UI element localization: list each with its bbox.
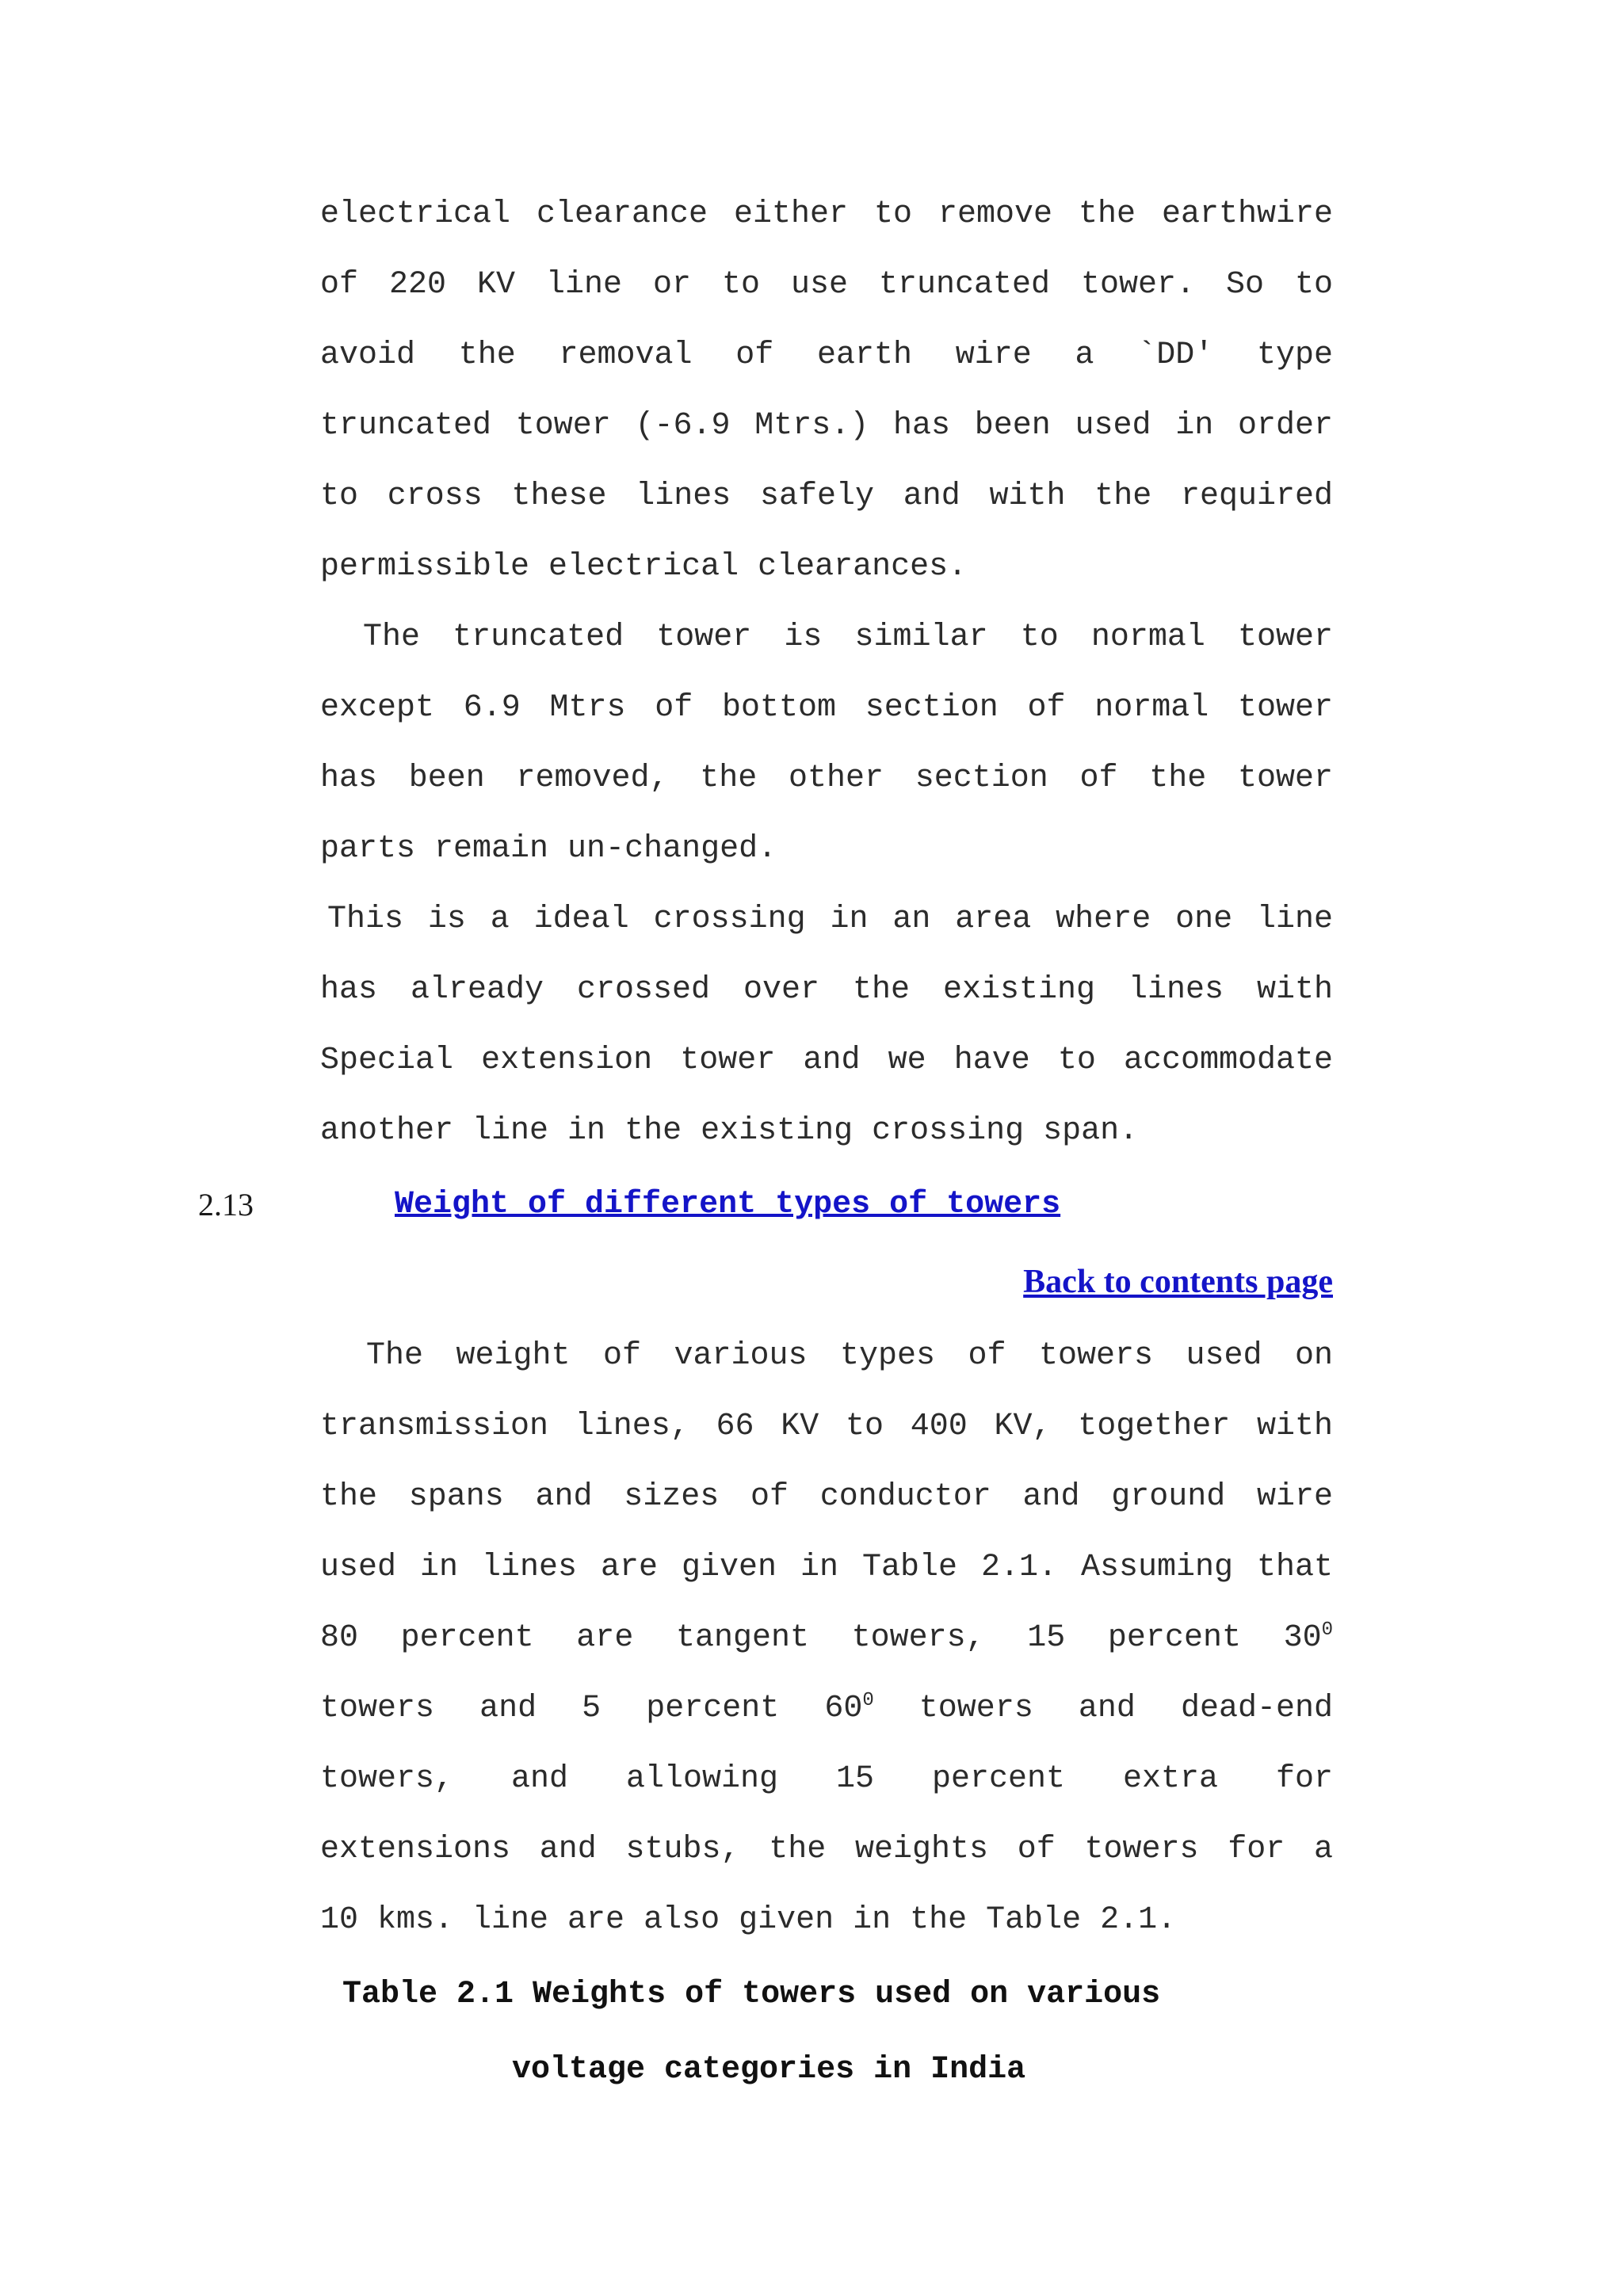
- section-title-link[interactable]: Weight of different types of towers: [395, 1187, 1061, 1222]
- text-line: towers, and allowing 15 percent extra for: [320, 1761, 1333, 1797]
- table-caption: voltage categories in India: [512, 2052, 1026, 2088]
- text-line: the spans and sizes of conductor and ground wire: [320, 1479, 1333, 1515]
- text-line: another line in the existing crossing span.: [320, 1113, 1139, 1149]
- text-line: extensions and stubs, the weights of towers for a: [320, 1832, 1333, 1867]
- text-line: 10 kms. line are also given in the Table 2.1.: [320, 1902, 1177, 1938]
- degree-superscript: 0: [862, 1690, 874, 1711]
- text-line: used in lines are given in Table 2.1. Assuming that: [320, 1550, 1333, 1585]
- text-segment: towers and 5 percent 60: [320, 1691, 863, 1726]
- text-line: has already crossed over the existing lines with: [320, 972, 1333, 1008]
- text-segment: towers and dead-end: [918, 1691, 1333, 1726]
- text-line: has been removed, the other section of the tower: [320, 761, 1333, 796]
- text-line: permissible electrical clearances.: [320, 549, 968, 585]
- text-segment: 80 percent are tangent towers, 15 percent 30: [320, 1620, 1322, 1656]
- text-line: except 6.9 Mtrs of bottom section of normal tower: [320, 690, 1333, 726]
- text-line: The weight of various types of towers used on: [366, 1338, 1333, 1374]
- text-line: parts remain un-changed.: [320, 831, 777, 867]
- text-line-with-superscript: [320, 1619, 1333, 1657]
- text-line: to cross these lines safely and with the required: [320, 479, 1333, 514]
- back-to-contents-link[interactable]: Back to contents page: [1023, 1264, 1333, 1300]
- text-line: of 220 KV line or to use truncated tower. So to: [320, 267, 1333, 303]
- text-line: The truncated tower is similar to normal tower: [363, 620, 1333, 655]
- text-line: truncated tower (-6.9 Mtrs.) has been used in order: [320, 408, 1333, 444]
- text-line: avoid the removal of earth wire a `DD' type: [320, 338, 1333, 373]
- table-caption: Table 2.1 Weights of towers used on various: [342, 1977, 1161, 2012]
- section-number: 2.13: [198, 1187, 254, 1222]
- text-line: transmission lines, 66 KV to 400 KV, together with: [320, 1409, 1333, 1444]
- text-line: Special extension tower and we have to accommodate: [320, 1043, 1333, 1078]
- text-line: electrical clearance either to remove the earthwire: [320, 196, 1333, 232]
- text-line: This is a ideal crossing in an area where one line: [327, 902, 1333, 937]
- degree-superscript: 0: [1321, 1619, 1333, 1641]
- text-line-with-superscript: [320, 1690, 1333, 1728]
